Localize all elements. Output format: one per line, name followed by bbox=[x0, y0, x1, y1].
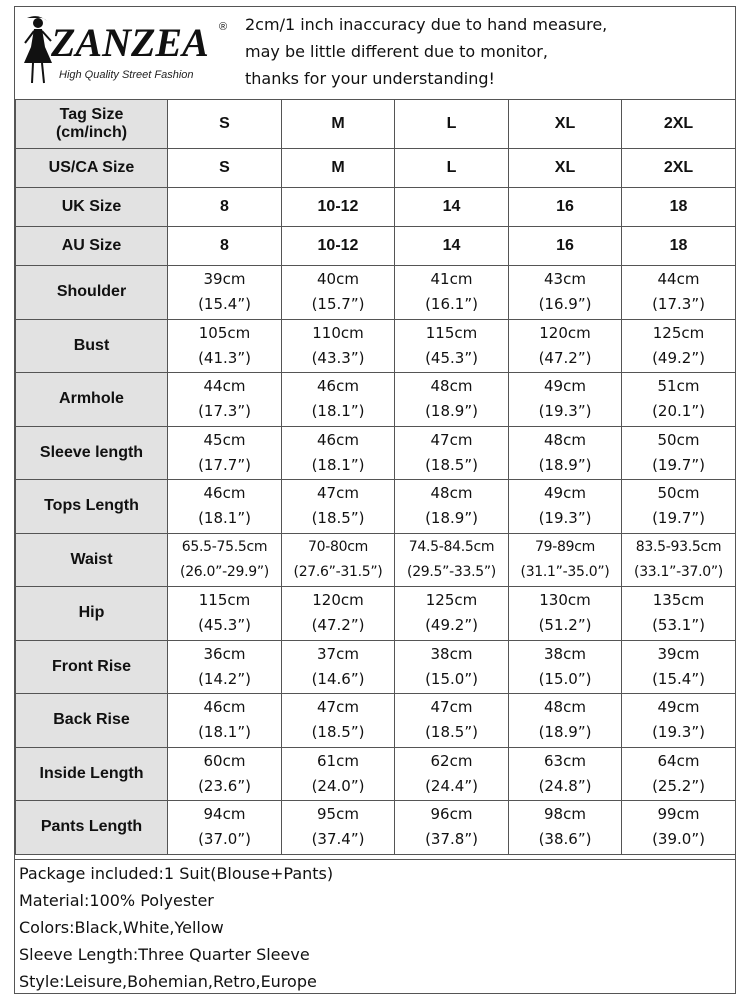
size-value-cell: 2XL bbox=[622, 100, 736, 149]
measurement-cell bbox=[509, 747, 622, 801]
cm-value: 79-89cm bbox=[535, 538, 595, 555]
note-line: may be little different due to monitor, bbox=[245, 42, 548, 61]
size-row bbox=[16, 149, 736, 188]
row-label: US/CA Size bbox=[16, 149, 168, 188]
cm-value: 49cm bbox=[657, 698, 700, 717]
size-row bbox=[16, 227, 736, 266]
registered-mark: ® bbox=[219, 21, 228, 33]
measurement-row bbox=[16, 426, 736, 480]
row-label: Pants Length bbox=[16, 801, 168, 855]
cm-value: 63cm bbox=[544, 751, 586, 770]
measurement-cell bbox=[395, 480, 509, 534]
brand-name: ZANZEA bbox=[51, 20, 209, 65]
inch-value: (16.9”) bbox=[538, 295, 592, 314]
cm-value: 38cm bbox=[430, 644, 473, 663]
cm-value: 50cm bbox=[657, 484, 700, 503]
row-label: Back Rise bbox=[16, 694, 168, 748]
measurement-cell bbox=[622, 640, 736, 694]
inch-value: (14.2”) bbox=[198, 669, 251, 688]
size-value-cell: 8 bbox=[168, 227, 282, 266]
inch-value: (18.9”) bbox=[425, 402, 478, 421]
size-value-cell: XL bbox=[509, 100, 622, 149]
cm-value: 70-80cm bbox=[308, 538, 368, 555]
inch-value: (18.9”) bbox=[538, 723, 592, 742]
row-label: Armhole bbox=[16, 373, 168, 427]
inch-value: (15.0”) bbox=[538, 669, 592, 688]
cm-value: 115cm bbox=[425, 323, 478, 342]
brand-logo bbox=[21, 13, 241, 93]
cm-value: 37cm bbox=[317, 644, 359, 663]
measurement-cell bbox=[282, 640, 395, 694]
measurement-cell bbox=[395, 640, 509, 694]
measurement-row bbox=[16, 587, 736, 641]
cm-value: 46cm bbox=[317, 430, 359, 449]
measurement-cell bbox=[395, 801, 509, 855]
cm-value: 135cm bbox=[652, 591, 705, 610]
cm-value: 46cm bbox=[203, 484, 246, 503]
inch-value: (31.1”-35.0”) bbox=[520, 563, 610, 580]
cm-value: 125cm bbox=[425, 591, 478, 610]
inch-value: (37.8”) bbox=[425, 830, 478, 849]
measurement-cell bbox=[168, 533, 282, 587]
inch-value: (23.6”) bbox=[198, 776, 251, 795]
cm-value: 83.5-93.5cm bbox=[635, 538, 722, 555]
size-value-cell: 14 bbox=[395, 227, 509, 266]
measurement-cell bbox=[622, 694, 736, 748]
size-value-cell: 8 bbox=[168, 188, 282, 227]
cm-value: 130cm bbox=[539, 591, 591, 610]
measurement-row bbox=[16, 373, 736, 427]
cm-value: 51cm bbox=[657, 377, 700, 396]
size-row bbox=[16, 100, 736, 149]
inch-value: (38.6”) bbox=[538, 830, 592, 849]
cm-value: 49cm bbox=[544, 377, 586, 396]
cm-value: 94cm bbox=[203, 805, 246, 824]
size-value-cell: 16 bbox=[509, 188, 622, 227]
info-colors: Colors:Black,White,Yellow bbox=[19, 918, 224, 937]
inch-value: (15.4”) bbox=[198, 295, 251, 314]
measurement-cell bbox=[622, 533, 736, 587]
measurement-cell bbox=[509, 640, 622, 694]
size-value-cell: L bbox=[395, 100, 509, 149]
chart-header bbox=[15, 7, 735, 100]
measurement-cell bbox=[622, 747, 736, 801]
measurement-cell bbox=[622, 266, 736, 320]
measurement-cell bbox=[168, 694, 282, 748]
measurement-cell bbox=[282, 801, 395, 855]
row-label: Shoulder bbox=[16, 266, 168, 320]
measurement-cell bbox=[282, 533, 395, 587]
measurement-cell bbox=[282, 747, 395, 801]
cm-value: 61cm bbox=[317, 751, 359, 770]
measurement-cell bbox=[509, 266, 622, 320]
cm-value: 120cm bbox=[539, 323, 591, 342]
cm-value: 48cm bbox=[430, 377, 473, 396]
inch-value: (19.3”) bbox=[538, 509, 592, 528]
row-label: Inside Length bbox=[16, 747, 168, 801]
inch-value: (33.1”-37.0”) bbox=[634, 563, 723, 580]
inch-value: (43.3”) bbox=[311, 348, 365, 367]
measurement-cell bbox=[168, 480, 282, 534]
measurement-row bbox=[16, 747, 736, 801]
measurement-cell bbox=[168, 587, 282, 641]
inch-value: (18.5”) bbox=[311, 723, 365, 742]
cm-value: 39cm bbox=[203, 270, 246, 289]
size-value-cell: S bbox=[168, 149, 282, 188]
inch-value: (18.1”) bbox=[311, 455, 365, 474]
inch-value: (45.3”) bbox=[198, 616, 251, 635]
cm-value: 64cm bbox=[657, 751, 700, 770]
size-value-cell: 10-12 bbox=[282, 188, 395, 227]
cm-value: 96cm bbox=[430, 805, 473, 824]
measurement-row bbox=[16, 801, 736, 855]
fashion-figure-icon bbox=[21, 15, 55, 85]
inch-value: (18.5”) bbox=[311, 509, 365, 528]
inch-value: (18.5”) bbox=[425, 455, 478, 474]
cm-value: 36cm bbox=[203, 644, 246, 663]
cm-value: 125cm bbox=[652, 323, 705, 342]
measurement-cell bbox=[395, 694, 509, 748]
measurement-cell bbox=[282, 266, 395, 320]
cm-value: 50cm bbox=[657, 430, 700, 449]
measurement-cell bbox=[168, 640, 282, 694]
cm-value: 38cm bbox=[544, 644, 586, 663]
inch-value: (18.1”) bbox=[198, 723, 251, 742]
inch-value: (18.9”) bbox=[425, 509, 478, 528]
inch-value: (18.1”) bbox=[311, 402, 365, 421]
inch-value: (24.4”) bbox=[425, 776, 478, 795]
row-label-line: Tag Size bbox=[59, 106, 124, 123]
inch-value: (24.0”) bbox=[311, 776, 365, 795]
brand-tagline: High Quality Street Fashion bbox=[59, 69, 194, 81]
measurement-cell bbox=[168, 373, 282, 427]
inch-value: (15.7”) bbox=[311, 295, 365, 314]
measurement-cell bbox=[622, 426, 736, 480]
inch-value: (18.5”) bbox=[425, 723, 478, 742]
cm-value: 47cm bbox=[317, 698, 359, 717]
measurement-cell bbox=[395, 266, 509, 320]
cm-value: 115cm bbox=[198, 591, 251, 610]
measurement-cell bbox=[509, 694, 622, 748]
inch-value: (19.7”) bbox=[652, 509, 705, 528]
product-info bbox=[15, 859, 735, 995]
inch-value: (15.0”) bbox=[425, 669, 478, 688]
cm-value: 120cm bbox=[312, 591, 364, 610]
measurement-cell bbox=[509, 533, 622, 587]
size-value-cell: 14 bbox=[395, 188, 509, 227]
measurement-cell bbox=[282, 480, 395, 534]
cm-value: 99cm bbox=[657, 805, 700, 824]
row-label: UK Size bbox=[16, 188, 168, 227]
measurement-cell bbox=[395, 747, 509, 801]
cm-value: 48cm bbox=[430, 484, 473, 503]
cm-value: 39cm bbox=[657, 644, 700, 663]
size-value-cell: 18 bbox=[622, 227, 736, 266]
inch-value: (16.1”) bbox=[425, 295, 478, 314]
inch-value: (29.5”-33.5”) bbox=[407, 563, 496, 580]
cm-value: 105cm bbox=[198, 323, 251, 342]
measurement-row bbox=[16, 266, 736, 320]
measurement-cell bbox=[509, 319, 622, 373]
row-label: Waist bbox=[16, 533, 168, 587]
inch-value: (53.1”) bbox=[652, 616, 705, 635]
cm-value: 49cm bbox=[544, 484, 586, 503]
size-value-cell: 10-12 bbox=[282, 227, 395, 266]
row-label: Bust bbox=[16, 319, 168, 373]
measurement-cell bbox=[622, 373, 736, 427]
info-style: Style:Leisure,Bohemian,Retro,Europe bbox=[19, 972, 317, 991]
measurement-row bbox=[16, 533, 736, 587]
cm-value: 44cm bbox=[203, 377, 246, 396]
inch-value: (18.1”) bbox=[198, 509, 251, 528]
size-value-cell: M bbox=[282, 100, 395, 149]
measurement-cell bbox=[168, 801, 282, 855]
row-label: Front Rise bbox=[16, 640, 168, 694]
info-sleeve-length: Sleeve Length:Three Quarter Sleeve bbox=[19, 945, 310, 964]
measurement-cell bbox=[622, 801, 736, 855]
size-row bbox=[16, 188, 736, 227]
size-value-cell: L bbox=[395, 149, 509, 188]
size-value-cell: M bbox=[282, 149, 395, 188]
inch-value: (14.6”) bbox=[311, 669, 365, 688]
measurement-cell bbox=[395, 373, 509, 427]
inch-value: (49.2”) bbox=[425, 616, 478, 635]
cm-value: 98cm bbox=[544, 805, 586, 824]
measurement-cell bbox=[282, 694, 395, 748]
inch-value: (24.8”) bbox=[538, 776, 592, 795]
cm-value: 62cm bbox=[430, 751, 473, 770]
info-material: Material:100% Polyester bbox=[19, 891, 214, 910]
inch-value: (41.3”) bbox=[198, 348, 251, 367]
measurement-cell bbox=[282, 373, 395, 427]
measurement-row bbox=[16, 480, 736, 534]
cm-value: 48cm bbox=[544, 698, 586, 717]
row-label-line: (cm/inch) bbox=[55, 124, 128, 141]
cm-value: 41cm bbox=[430, 270, 473, 289]
inch-value: (17.3”) bbox=[652, 295, 705, 314]
note-line: thanks for your understanding! bbox=[245, 69, 495, 88]
row-label: Sleeve length bbox=[16, 426, 168, 480]
measurement-cell bbox=[509, 426, 622, 480]
measurement-cell bbox=[168, 319, 282, 373]
inch-value: (27.6”-31.5”) bbox=[293, 563, 383, 580]
inch-value: (17.3”) bbox=[198, 402, 251, 421]
inch-value: (37.4”) bbox=[311, 830, 365, 849]
inch-value: (26.0”-29.9”) bbox=[180, 563, 269, 580]
measurement-cell bbox=[168, 426, 282, 480]
cm-value: 47cm bbox=[317, 484, 359, 503]
measurement-cell bbox=[168, 747, 282, 801]
measurement-cell bbox=[282, 319, 395, 373]
measurement-cell bbox=[509, 587, 622, 641]
cm-value: 48cm bbox=[544, 430, 586, 449]
measurement-cell bbox=[282, 426, 395, 480]
inch-value: (20.1”) bbox=[652, 402, 705, 421]
size-value-cell: 16 bbox=[509, 227, 622, 266]
measurement-cell bbox=[395, 319, 509, 373]
cm-value: 60cm bbox=[203, 751, 246, 770]
measurement-cell bbox=[395, 533, 509, 587]
inch-value: (47.2”) bbox=[311, 616, 365, 635]
size-value-cell: 2XL bbox=[622, 149, 736, 188]
size-chart-frame bbox=[14, 6, 736, 994]
inch-value: (18.9”) bbox=[538, 455, 592, 474]
row-label: Hip bbox=[16, 587, 168, 641]
measurement-cell bbox=[282, 587, 395, 641]
info-package: Package included:1 Suit(Blouse+Pants) bbox=[19, 864, 334, 883]
inch-value: (49.2”) bbox=[652, 348, 705, 367]
inch-value: (17.7”) bbox=[198, 455, 251, 474]
row-label bbox=[16, 100, 168, 149]
size-value-cell: S bbox=[168, 100, 282, 149]
measurement-notes bbox=[245, 11, 725, 92]
cm-value: 47cm bbox=[430, 430, 473, 449]
measurement-row bbox=[16, 694, 736, 748]
cm-value: 45cm bbox=[203, 430, 246, 449]
inch-value: (19.7”) bbox=[652, 455, 705, 474]
cm-value: 43cm bbox=[544, 270, 586, 289]
cm-value: 110cm bbox=[312, 323, 364, 342]
inch-value: (39.0”) bbox=[652, 830, 705, 849]
inch-value: (15.4”) bbox=[652, 669, 705, 688]
measurement-cell bbox=[168, 266, 282, 320]
cm-value: 46cm bbox=[203, 698, 246, 717]
inch-value: (19.3”) bbox=[538, 402, 592, 421]
measurement-cell bbox=[509, 480, 622, 534]
inch-value: (19.3”) bbox=[652, 723, 705, 742]
inch-value: (47.2”) bbox=[538, 348, 592, 367]
measurement-cell bbox=[509, 373, 622, 427]
cm-value: 65.5-75.5cm bbox=[181, 538, 268, 555]
cm-value: 46cm bbox=[317, 377, 359, 396]
measurement-cell bbox=[509, 801, 622, 855]
size-chart-table bbox=[15, 99, 736, 855]
cm-value: 40cm bbox=[317, 270, 359, 289]
inch-value: (45.3”) bbox=[425, 348, 478, 367]
row-label: AU Size bbox=[16, 227, 168, 266]
measurement-row bbox=[16, 640, 736, 694]
note-line: 2cm/1 inch inaccuracy due to hand measure, bbox=[245, 15, 608, 34]
size-value-cell: 18 bbox=[622, 188, 736, 227]
cm-value: 44cm bbox=[657, 270, 700, 289]
measurement-cell bbox=[622, 587, 736, 641]
measurement-cell bbox=[395, 587, 509, 641]
cm-value: 95cm bbox=[317, 805, 359, 824]
measurement-cell bbox=[622, 480, 736, 534]
inch-value: (37.0”) bbox=[198, 830, 251, 849]
cm-value: 74.5-84.5cm bbox=[408, 538, 495, 555]
inch-value: (25.2”) bbox=[652, 776, 705, 795]
row-label: Tops Length bbox=[16, 480, 168, 534]
size-value-cell: XL bbox=[509, 149, 622, 188]
cm-value: 47cm bbox=[430, 698, 473, 717]
measurement-cell bbox=[395, 426, 509, 480]
inch-value: (51.2”) bbox=[538, 616, 592, 635]
measurement-cell bbox=[622, 319, 736, 373]
measurement-row bbox=[16, 319, 736, 373]
